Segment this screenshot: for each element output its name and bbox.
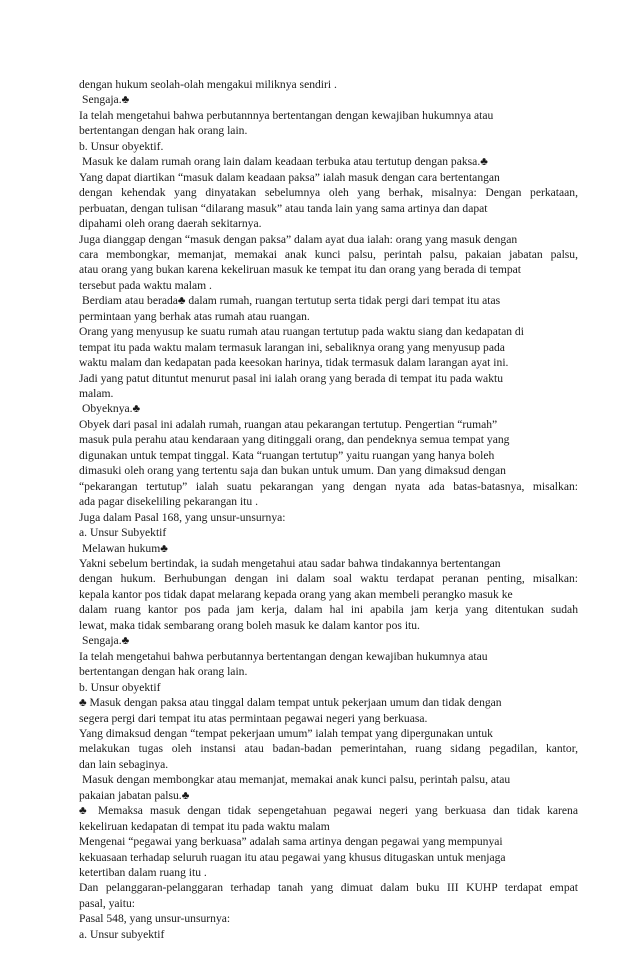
text-line: dimasuki oleh orang yang tertentu saja dan bukan untuk umum. Dan yang dimaksud dengan xyxy=(79,464,506,478)
text-line: kekeliruan kedapatan di tempat itu pada waktu malam xyxy=(79,819,330,833)
text-line: pasal, yaitu: xyxy=(79,896,136,910)
text-line: waktu malam dan kedapatan pada keesokan harinya, tidak termasuk dalam larangan ayat ini. xyxy=(79,356,509,370)
text-line: kepala kantor pos tidak dapat melarang kepada orang yang akan membeli perangko masuk ke xyxy=(79,587,513,601)
text-line: tempat itu pada waktu malam termasuk larangan ini, sebaliknya orang yang menyusup pada xyxy=(79,340,505,354)
text-line: masuk pula perahu atau kendaraan yang ditinggali orang, dan pendeknya semua tempat yang xyxy=(79,433,510,447)
text-line: perbuatan, dengan tulisan “dilarang masuk” atau tanda lain yang sama artinya dan dapat xyxy=(79,201,488,215)
text-line: digunakan untuk tempat tinggal. Kata “ruangan tertutup” yaitu ruangan yang hanya boleh xyxy=(79,448,495,462)
text-line: dalam ruang kantor pos pada jam kerja, dalam hal ini apabila jam kerja yang ditentukan sudah xyxy=(79,603,578,617)
text-line: atau orang yang bukan karena kekeliruan masuk ke tempat itu dan orang yang berada di tempat xyxy=(79,263,522,277)
text-line: Sengaja.♣ xyxy=(82,93,130,107)
text-line: dipahami oleh orang daerah sekitarnya. xyxy=(79,217,262,231)
text-line: permintaan yang berhak atas rumah atau ruangan. xyxy=(79,309,310,323)
text-line: b. Unsur obyektif. xyxy=(79,139,164,153)
text-line: tersebut pada waktu malam . xyxy=(79,278,212,292)
text-line: Ia telah mengetahui bahwa perbutannya bertentangan dengan kewajiban hukumnya atau xyxy=(79,649,488,663)
text-line: Dan pelanggaran-pelanggaran terhadap tanah yang dimuat dalam buku III KUHP terdapat empat xyxy=(79,881,578,895)
text-line: kekuasaan terhadap seluruh ruagan itu atau pegawai yang khusus ditugaskan untuk menjaga xyxy=(79,850,506,864)
text-line: Ia telah mengetahui bahwa perbutannnya bertentangan dengan kewajiban hukumnya atau xyxy=(79,108,494,122)
text-line: Jadi yang patut dituntut menurut pasal ini ialah orang yang berada di tempat itu pada waktu xyxy=(79,371,504,385)
text-line: Yakni sebelum bertindak, ia sudah mengetahui atau sadar bahwa tindakannya bertentangan xyxy=(79,557,501,570)
text-line: ♣ Memaksa masuk dengan tidak sepengetahuan pegawai negeri yang berkuasa dan tidak karena xyxy=(79,804,578,818)
text-line: Mengenai “pegawai yang berkuasa” adalah sama artinya dengan pegawai yang mempunyai xyxy=(79,835,503,849)
text-line: Masuk ke dalam rumah orang lain dalam keadaan terbuka atau tertutup dengan paksa.♣ xyxy=(82,155,488,169)
text-line: a. Unsur subyektif xyxy=(79,927,165,941)
text-line: Yang dimaksud dengan “tempat pekerjaan umum” ialah tempat yang dipergunakan untuk xyxy=(79,726,493,740)
text-line: Obyeknya.♣ xyxy=(82,402,141,416)
text-line: ♣ Masuk dengan paksa atau tinggal dalam tempat untuk pekerjaan umum dan tidak dengan xyxy=(79,696,502,710)
text-line: dengan kehendak yang dinyatakan sebelumnya oleh yang berhak, misalnya: Dengan perkataan, xyxy=(79,186,578,200)
text-line: Juga dianggap dengan “masuk dengan paksa” dalam ayat dua ialah: orang yang masuk dengan xyxy=(79,232,518,246)
text-line: Obyek dari pasal ini adalah rumah, ruangan atau pekarangan tertutup. Pengertian “rumah” xyxy=(79,417,498,431)
text-line: Sengaja.♣ xyxy=(82,634,130,648)
text-line: Masuk dengan membongkar atau memanjat, memakai anak kunci palsu, perintah palsu, atau xyxy=(82,773,511,787)
text-line: cara membongkar, memanjat, memakai anak kunci palsu, perintah palsu, pakaian jabatan palsu, xyxy=(79,247,578,261)
text-line: a. Unsur Subyektif xyxy=(79,526,167,540)
text-line: Pasal 548, yang unsur-unsurnya: xyxy=(79,912,231,926)
text-line: dengan hukum seolah-olah mengakui miliknya sendiri . xyxy=(79,78,337,91)
text-line: ketertiban dalam ruang itu . xyxy=(79,866,207,879)
text-line: Juga dalam Pasal 168, yang unsur-unsurnya: xyxy=(79,510,286,524)
text-line: dengan hukum. Berhubungan dengan ini dalam soal waktu terdapat peranan penting, misalkan: xyxy=(79,572,578,586)
text-line: bertentangan dengan hak orang lain. xyxy=(79,665,248,679)
text-line: Melawan hukum♣ xyxy=(82,541,168,555)
text-line: segera pergi dari tempat itu atas permintaan pegawai negeri yang berkuasa. xyxy=(79,711,428,725)
text-line: b. Unsur obyektif xyxy=(79,680,161,694)
text-line: melakukan tugas oleh instansi atau badan-badan pemerintahan, ruang sidang pegadilan, kantor, xyxy=(79,742,578,756)
text-line: Berdiam atau berada♣ dalam rumah, ruangan tertutup serta tidak pergi dari tempat itu atas xyxy=(82,294,501,308)
text-line: pakaian jabatan palsu.♣ xyxy=(79,788,190,802)
text-line: dan lain sebaginya. xyxy=(79,757,169,771)
text-line: “pekarangan tertutup” ialah suatu pekarangan yang dengan nyata ada batas-batasnya, misalkan: xyxy=(79,479,578,493)
text-line: lewat, maka tidak sembarang orang boleh masuk ke dalam kantor pos itu. xyxy=(79,618,420,632)
text-line: bertentangan dengan hak orang lain. xyxy=(79,124,248,138)
text-line: ada pagar disekeliling pekarangan itu . xyxy=(79,495,258,509)
text-line: Orang yang menyusup ke suatu rumah atau ruangan tertutup pada waktu siang dan kedapatan di xyxy=(79,325,524,339)
text-line: Yang dapat diartikan “masuk dalam keadaan paksa” ialah masuk dengan cara bertentangan xyxy=(79,170,500,184)
text-line: malam. xyxy=(79,387,114,401)
